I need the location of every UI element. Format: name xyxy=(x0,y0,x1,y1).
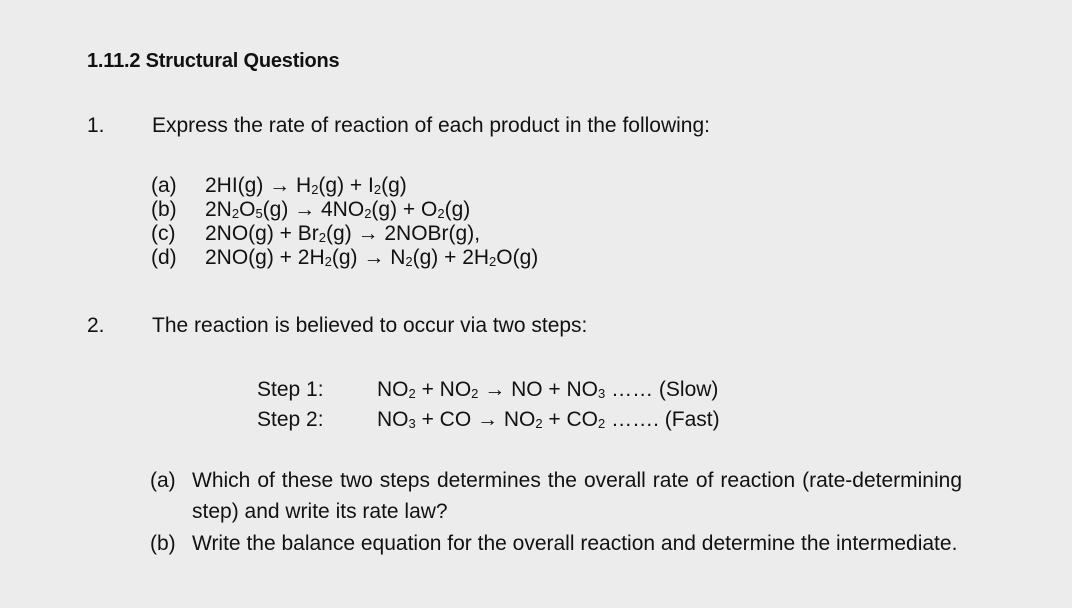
part-text: Write the balance equation for the overall reaction and determine the intermediate. xyxy=(192,532,958,555)
part-label: (a) xyxy=(150,469,176,492)
equation-text: …… (Slow) xyxy=(605,378,719,401)
subscript: 2 xyxy=(231,206,240,221)
step-equation xyxy=(377,375,718,405)
reaction-item xyxy=(151,198,538,222)
subscript: 2 xyxy=(535,416,543,431)
reaction-equation xyxy=(205,246,538,270)
reaction-equation xyxy=(205,198,470,222)
reaction-item xyxy=(151,222,538,246)
section-title: 1.11.2 Structural Questions xyxy=(87,50,340,72)
equation-text: (g) → 2NOBr(g), xyxy=(326,222,481,245)
question-part xyxy=(150,528,962,559)
reaction-label: (a) xyxy=(151,174,177,197)
reaction-label: (d) xyxy=(151,246,177,269)
subscript: 2 xyxy=(324,254,332,269)
reaction-label: (c) xyxy=(151,222,176,245)
equation-text: (g) + I xyxy=(318,174,374,197)
equation-text: O xyxy=(239,198,256,221)
mechanism-steps xyxy=(257,375,720,435)
equation-text: + NO xyxy=(415,378,472,401)
equation-text: + CO xyxy=(542,408,599,431)
subscript: 2 xyxy=(471,386,479,401)
subscript: 2 xyxy=(408,386,416,401)
mechanism-step xyxy=(257,405,720,435)
question-1-number: 1. xyxy=(87,114,105,137)
part-text: Which of these two steps determines the overall rate of reaction (rate-determining step) and write its rate law? xyxy=(192,469,962,523)
equation-text: NO xyxy=(377,408,409,431)
question-2-number: 2. xyxy=(87,314,105,337)
reaction-equation xyxy=(205,174,407,198)
question-1-text: Express the rate of reaction of each product in the following: xyxy=(152,114,710,137)
question-2-parts xyxy=(150,465,962,560)
equation-text: (g) xyxy=(381,174,407,197)
question-1-reaction-list xyxy=(151,174,538,270)
subscript: 5 xyxy=(255,206,263,221)
step-equation xyxy=(377,405,720,435)
equation-text: 2N xyxy=(205,198,232,221)
equation-text: O(g) xyxy=(496,246,539,269)
question-part xyxy=(150,465,962,527)
equation-text: + CO → NO xyxy=(415,408,536,431)
subscript: 3 xyxy=(598,386,606,401)
equation-text: (g) + 2H xyxy=(412,246,490,269)
equation-text: ……. (Fast) xyxy=(605,408,720,431)
equation-text: (g) → N xyxy=(331,246,406,269)
reaction-item xyxy=(151,246,538,270)
equation-text: (g) → 4NO xyxy=(262,198,365,221)
part-label: (b) xyxy=(150,532,176,555)
reaction-item xyxy=(151,174,538,198)
reaction-equation xyxy=(205,222,480,246)
step-label: Step 1: xyxy=(257,378,324,401)
equation-text: 2NO(g) + Br xyxy=(205,222,319,245)
reaction-label: (b) xyxy=(151,198,177,221)
equation-text: (g) xyxy=(444,198,471,221)
equation-text: 2NO(g) + 2H xyxy=(205,246,325,269)
subscript: 2 xyxy=(437,206,445,221)
subscript: 2 xyxy=(364,206,372,221)
step-label: Step 2: xyxy=(257,408,324,431)
equation-text: 2HI(g) → H xyxy=(205,174,312,197)
equation-text: (g) + O xyxy=(371,198,438,221)
question-2-text: The reaction is believed to occur via two steps: xyxy=(152,314,588,337)
equation-text: NO xyxy=(377,378,409,401)
subscript: 2 xyxy=(311,182,319,197)
subscript: 2 xyxy=(318,230,327,245)
subscript: 2 xyxy=(598,416,606,431)
subscript: 2 xyxy=(373,182,382,197)
subscript: 2 xyxy=(405,254,413,269)
equation-text: → NO + NO xyxy=(478,378,599,401)
mechanism-step xyxy=(257,375,720,405)
subscript: 2 xyxy=(489,254,497,269)
subscript: 3 xyxy=(408,416,416,431)
